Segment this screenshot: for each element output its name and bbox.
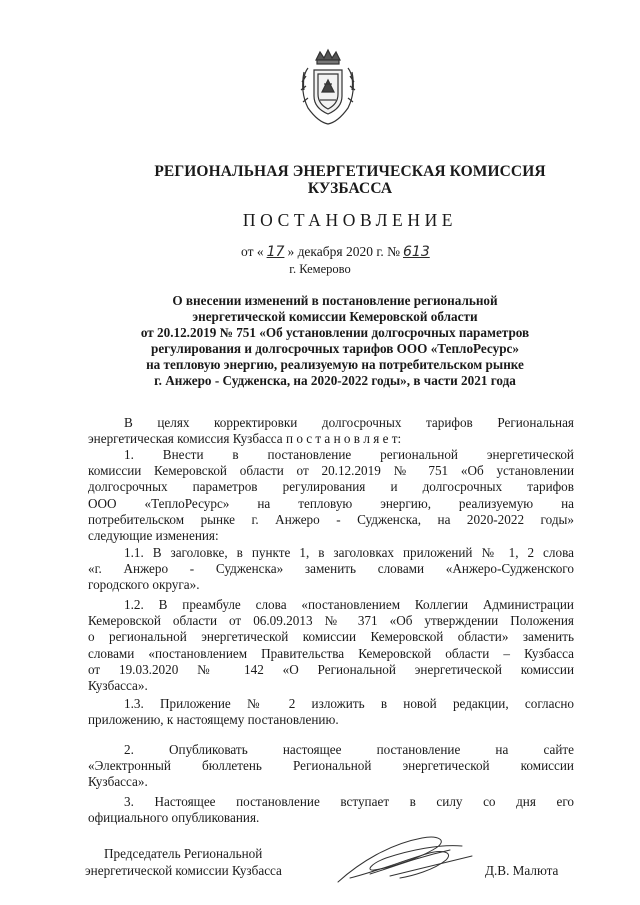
date-prefix: от « [241,244,264,259]
organization-name-line2: КУЗБАССА [307,180,393,197]
clause-3-paragraph [88,794,574,826]
paragraph-line: ООО «ТеплоРесурс» на тепловую энергию, реализуемую на [88,495,574,511]
organization-name-line1: РЕГИОНАЛЬНАЯ ЭНЕРГЕТИЧЕСКАЯ КОМИССИЯ [154,163,546,180]
paragraph-line: 3. Настоящее постановление вступает в силу со дня его [124,794,574,809]
paragraph-line: В целях корректировки долгосрочных тарифов Региональная [124,415,574,430]
signatory-position-line1: Председатель Региональной [104,846,263,861]
resolution-title-line: О внесении изменений в постановление региональной [172,293,498,308]
paragraph-line: Кемеровской области от 06.09.2013 № 371 «Об утверждении Положения [88,613,574,629]
paragraph-line: городского округа». [88,577,200,593]
resolution-title-line: энергетической комиссии Кемеровской области [192,309,478,324]
paragraph-line: Кузбасса». [88,678,148,694]
signatory-position-line2: энергетической комиссии Кузбасса [85,863,282,878]
paragraph-line: от 19.03.2020 № 142 «О Региональной энергетической комиссии [88,661,574,677]
paragraph-line: 2. Опубликовать настоящее постановление на сайте [124,742,574,757]
document-type-heading: ПОСТАНОВЛЕНИЕ [242,210,458,230]
paragraph-line: 1.2. В преамбуле слова «постановлением Коллегии Администрации [124,597,574,612]
paragraph-line: следующие изменения: [88,528,219,544]
paragraph-line: 1.3. Приложение № 2 изложить в новой редакции, согласно [124,696,574,711]
resolution-title-line: регулирования и долгосрочных тарифов ООО «ТеплоРесурс» [150,341,519,356]
resolution-title-line: от 20.12.2019 № 751 «Об установлении долгосрочных параметров [140,325,530,340]
handwritten-day: 17 [266,244,285,260]
handwritten-number: 613 [403,244,430,260]
clause-2-paragraph [88,742,574,791]
clause-1-2-paragraph [88,597,574,694]
paragraph-line: «г. Анжеро - Судженска» заменить словами «Анжеро-Судженского [88,561,574,577]
paragraph-line: энергетическая комиссия Кузбасса п о с т а н о в л я е т: [88,431,402,447]
signatory-name: Д.В. Малюта [485,863,559,878]
clause-1-paragraph [88,447,574,544]
resolution-title-line: на тепловую энергию, реализуемую на потребительском рынке [146,357,524,372]
document-date-line [241,244,433,260]
paragraph-line: о региональной энергетической комиссии Кемеровской области» заменить [88,629,574,645]
paragraph-line: приложению, к настоящему постановлению. [88,712,339,728]
paragraph-line: словами «постановлением Правительства Кемеровской области – Кузбасса [88,645,574,661]
date-middle: » декабря 2020 г. № [287,244,400,259]
handwritten-signature [330,832,480,890]
paragraph-line: потребительском рынке г. Анжеро - Судженска, на 2020-2022 годы» [88,511,574,527]
intro-paragraph [88,415,574,447]
paragraph-line: 1.1. В заголовке, в пункте 1, в заголовках приложений № 1, 2 слова [124,545,574,560]
paragraph-line: 1. Внести в постановление региональной энергетической [124,447,574,462]
paragraph-line: комиссии Кемеровской области от 20.12.2019 № 751 «Об установлении [88,463,574,479]
resolution-title-line: г. Анжеро - Судженска, на 2020-2022 годы», в части 2021 года [154,373,516,388]
clause-1-3-paragraph [88,696,574,728]
document-city: г. Кемерово [289,262,351,276]
paragraph-line: долгосрочных параметров регулирования и долгосрочных тарифов [88,479,574,495]
paragraph-line: официального опубликования. [88,810,260,826]
kuzbass-coat-of-arms-icon [296,46,360,126]
paragraph-line: «Электронный бюллетень Региональной энергетической комиссии [88,758,574,774]
clause-1-1-paragraph [88,545,574,594]
paragraph-line: Кузбасса». [88,774,148,790]
